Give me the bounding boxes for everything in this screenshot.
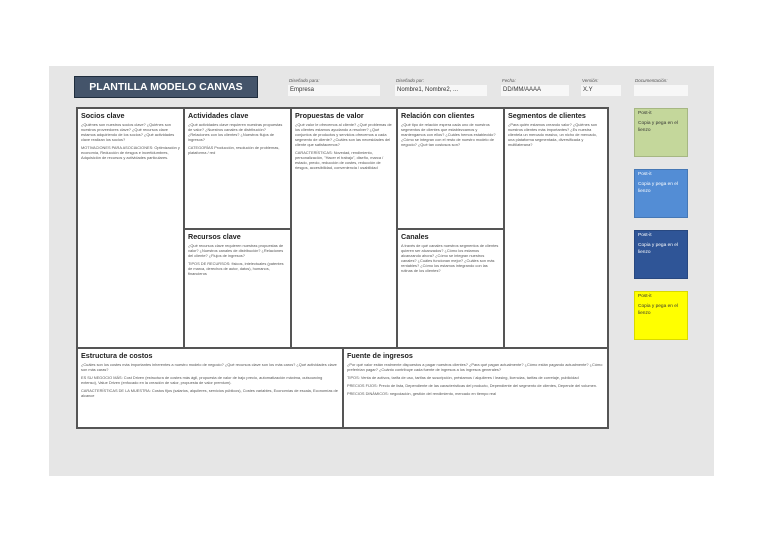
date-field[interactable]: DD/MM/AAAA <box>501 85 569 96</box>
documentation-label: Documentación: <box>635 78 668 83</box>
revenue-streams-questions: ¿Por qué valor están realmente dispuestos a pagar nuestros clientes? ¿Para qué pagan actualmente? ¿Cómo están pagando actualmente? ¿Cómo preferirían pagar? ¿Cuánto contribuye cada fuente de ingresos a los ingresos generales? <box>347 362 603 372</box>
postit-title: Post-it <box>638 233 652 238</box>
key-resources-block[interactable] <box>184 229 291 348</box>
postit-green[interactable] <box>634 108 688 157</box>
value-propositions-title: Propuestas de valor <box>295 111 364 120</box>
key-resources-questions: ¿Qué recursos clave requieren nuestras propuestas de valor? ¿Nuestros canales de distribución? ¿Relaciones del cliente? ¿Flujos de ingresos? <box>188 243 284 258</box>
postit-yellow[interactable] <box>634 291 688 340</box>
channels-block[interactable] <box>397 229 504 348</box>
designed-by-field[interactable]: Nombre1, Nombre2, ... <box>395 85 487 96</box>
value-propositions-characteristics: CARACTERÍSTICAS: Novedad, rendimiento, personalización, "Hacer el trabajo", diseño, marca / estado, precio, reducción de costes, reducción de riesgos, accesibilidad, conveniencia / usabilidad <box>295 150 384 170</box>
key-resources-types: TIPOS DE RECURSOS: físicos, intelectuales (patentes de marca, derechos de autor, datos), humanos, financieros <box>188 261 284 276</box>
version-label: Versión: <box>582 78 599 83</box>
key-activities-title: Actividades clave <box>188 111 249 120</box>
revenue-streams-fixed-prices: PRECIOS FIJOS: Precio de lista, Dependiente de las características del producto, Dependiente del segmento de clientes, Depende del volumen. <box>347 383 598 388</box>
postit-light-blue[interactable] <box>634 169 688 218</box>
date-label: Fecha: <box>502 78 516 83</box>
designed-by-label: Diseñado por: <box>396 78 425 83</box>
postit-description: Copia y pega en el lienzo <box>638 182 679 194</box>
customer-segments-title: Segmentos de clientes <box>508 111 586 120</box>
postit-description: Copia y pega en el lienzo <box>638 304 679 316</box>
key-activities-questions: ¿Qué actividades clave requieren nuestras propuestas de valor? ¿Nuestros canales de distribución? ¿Relaciones con los clientes? ¿Nuestros flujos de ingresos? <box>188 122 283 142</box>
value-propositions-questions: ¿Qué valor le ofrecemos al cliente? ¿Qué problemas de los clientes estamos ayudando a resolver? ¿Qué conjuntos de productos y servicios ofrecemos a cada segmento de cliente? ¿Cuáles son las necesidades del cliente que satisfacemos? <box>295 122 392 147</box>
postit-dark-blue[interactable] <box>634 230 688 279</box>
designed-for-field[interactable]: Empresa <box>288 85 380 96</box>
postit-title: Post-it <box>638 111 652 116</box>
key-partners-motivations: MOTIVACIONES PARA ASOCIACIONES: Optimización y economía, Reducción de riesgos e incertidumbres, Adquisición de recursos y actividades particulares. <box>81 145 180 160</box>
revenue-streams-dynamic-prices: PRECIOS DINÁMICOS: negociación, gestión del rendimiento, mercado en tiempo real <box>347 391 496 396</box>
postit-title: Post-it <box>638 172 652 177</box>
key-resources-title: Recursos clave <box>188 232 241 241</box>
revenue-streams-types: TIPOS: Venta de activos, tarifa de uso, tarifas de suscripción, préstamos / alquileres / leasing, licencias, tarifas de corretaje, publicidad <box>347 375 579 380</box>
cost-structure-title: Estructura de costos <box>81 351 153 360</box>
customer-relationships-block[interactable] <box>397 108 504 229</box>
revenue-streams-title: Fuente de ingresos <box>347 351 413 360</box>
designed-for-label: Diseñado para: <box>289 78 320 83</box>
customer-relationships-questions: ¿Qué tipo de relación espera cada uno de nuestros segmentos de clientes que establezcamos y mantengamos con ellos? ¿Cuáles hemos establecido? ¿Cómo se integran con el resto de nuestro modelo de negocio? ¿Qué tan costosos son? <box>401 122 496 147</box>
cost-structure-block[interactable] <box>77 348 343 428</box>
customer-segments-questions: ¿Para quién estamos creando valor? ¿Quiénes son nuestros clientes más importantes? ¿Es nuestra clientela un mercado masivo, un nicho de mercado, una plataforma segmentada, diversificada y multilaterana? <box>508 122 598 147</box>
page-title: PLANTILLA MODELO CANVAS <box>74 76 258 98</box>
postit-title: Post-it <box>638 294 652 299</box>
key-partners-questions: ¿Quiénes son nuestros socios clave? ¿Quiénes son nuestros proveedores clave? ¿Qué recursos clave estamos adquiriendo de los socios? ¿Qué actividades clave realizan los socios? <box>81 122 175 142</box>
cost-structure-questions: ¿Cuáles son los costes más importantes inherentes a nuestro modelo de negocio? ¿Qué recursos clave son los más caros? ¿Qué actividades clave son más caras? <box>81 362 337 372</box>
channels-title: Canales <box>401 232 429 241</box>
key-activities-block[interactable] <box>184 108 291 229</box>
revenue-streams-block[interactable] <box>343 348 608 428</box>
documentation-field[interactable] <box>634 85 688 96</box>
key-activities-categories: CATEGORÍAS Producción, resolución de problemas, plataforma / red <box>188 145 280 155</box>
channels-questions: A través de qué canales nuestros segmentos de clientes quieren ser alcanzados? ¿Cómo los estamos alcanzando ahora? ¿Cómo se integran nuestros canales? ¿Cuáles funcionan mejor? ¿Cuáles son más rentables? ¿Cómo los estamos integrando con las rutinas de los clientes? <box>401 243 499 273</box>
key-partners-title: Socios clave <box>81 111 125 120</box>
postit-description: Copia y pega en el lienzo <box>638 121 679 133</box>
customer-segments-block[interactable] <box>504 108 608 348</box>
business-model-canvas <box>76 107 609 429</box>
value-propositions-block[interactable] <box>291 108 397 348</box>
postit-description: Copia y pega en el lienzo <box>638 243 679 255</box>
customer-relationships-title: Relación con clientes <box>401 111 475 120</box>
key-partners-block[interactable] <box>77 108 184 348</box>
cost-structure-business-type: ES SU NEGOCIO MÁS: Cost Driven (estructura de costes más ágil, propuesta de valor de bajo precio, automatización máxima, outsourcing extenso), Value Driven (enfocado en la creación de valor, propuesta de valor premium). <box>81 375 323 385</box>
version-field[interactable]: X.Y <box>581 85 621 96</box>
cost-structure-characteristics: CARACTERÍSTICAS DE LA MUESTRA: Costos fijos (salarios, alquileres, servicios públicos), Costes variables, Economías de escala, Economías de alcance <box>81 388 338 398</box>
